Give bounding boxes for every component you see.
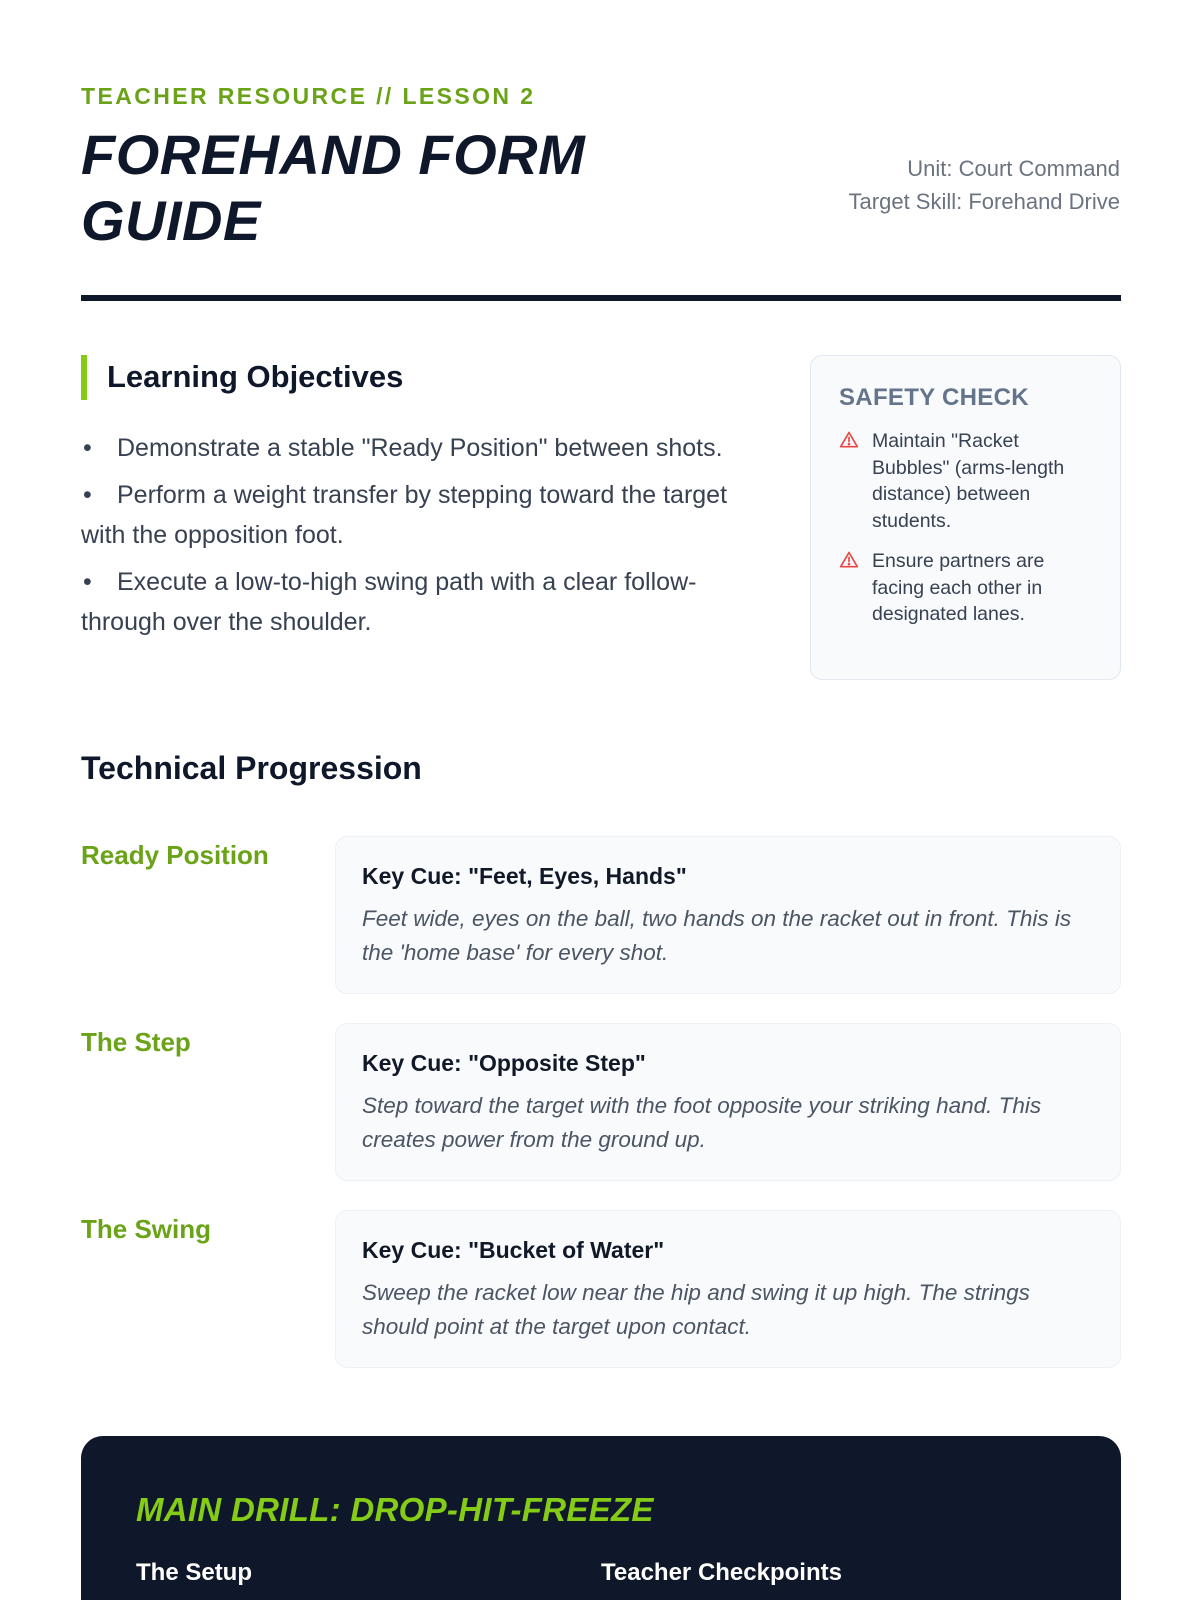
objective-text: Perform a weight transfer by stepping toward the target with the opposition foot. <box>81 481 728 549</box>
key-cue: Key Cue: "Opposite Step" <box>362 1050 646 1076</box>
bullet-icon: • <box>83 434 92 462</box>
unit-label: Unit: Court Command <box>907 156 1120 181</box>
drill-title: MAIN DRILL: DROP-HIT-FREEZE <box>136 1491 654 1528</box>
step-label-ready-position: Ready Position <box>81 840 269 870</box>
warning-triangle-icon <box>839 548 872 628</box>
step-label-the-step: The Step <box>81 1027 191 1057</box>
objective-text: Execute a low-to-high swing path with a clear follow-through over the shoulder. <box>81 568 697 636</box>
objectives-heading: Learning Objectives <box>81 355 403 400</box>
objective-item <box>81 475 761 555</box>
step-card-the-swing <box>335 1210 1121 1368</box>
safety-item <box>839 428 1092 534</box>
safety-check-box <box>810 355 1121 680</box>
safety-text: Ensure partners are facing each other in designated lanes. <box>872 550 1045 625</box>
step-card-the-step <box>335 1023 1121 1181</box>
drill-columns <box>136 1559 1066 1587</box>
step-card-ready-position <box>335 836 1121 994</box>
key-cue: Key Cue: "Bucket of Water" <box>362 1237 665 1263</box>
bullet-icon: • <box>83 481 92 509</box>
lesson-meta <box>820 152 1120 218</box>
step-label-the-swing: The Swing <box>81 1214 211 1244</box>
objective-text: Demonstrate a stable "Ready Position" between shots. <box>117 434 723 462</box>
page-title: FOREHAND FORM GUIDE <box>81 123 586 252</box>
target-skill-label: Target Skill: Forehand Drive <box>848 189 1120 214</box>
cue-description: Feet wide, eyes on the ball, two hands on the racket out in front. This is the 'home base' for every shot. <box>362 906 1072 965</box>
checkpoints-heading: Teacher Checkpoints <box>601 1559 842 1586</box>
objective-item <box>81 428 761 468</box>
header-divider <box>81 295 1121 301</box>
cue-description: Step toward the target with the foot opposite your striking hand. This creates power from the ground up. <box>362 1093 1042 1152</box>
objectives-list <box>81 428 761 649</box>
progression-heading: Technical Progression <box>81 750 422 786</box>
setup-heading: The Setup <box>136 1559 253 1586</box>
main-drill-panel <box>81 1436 1121 1600</box>
key-cue: Key Cue: "Feet, Eyes, Hands" <box>362 863 687 889</box>
objective-item <box>81 562 761 642</box>
safety-title: SAFETY CHECK <box>839 384 1029 411</box>
safety-item <box>839 548 1092 628</box>
bullet-icon: • <box>83 568 92 596</box>
warning-triangle-icon <box>839 428 872 534</box>
kicker: TEACHER RESOURCE // LESSON 2 <box>81 83 536 109</box>
safety-text: Maintain "Racket Bubbles" (arms-length distance) between students. <box>872 430 1065 532</box>
cue-description: Sweep the racket low near the hip and swing it up high. The strings should point at the target upon contact. <box>362 1280 1030 1339</box>
